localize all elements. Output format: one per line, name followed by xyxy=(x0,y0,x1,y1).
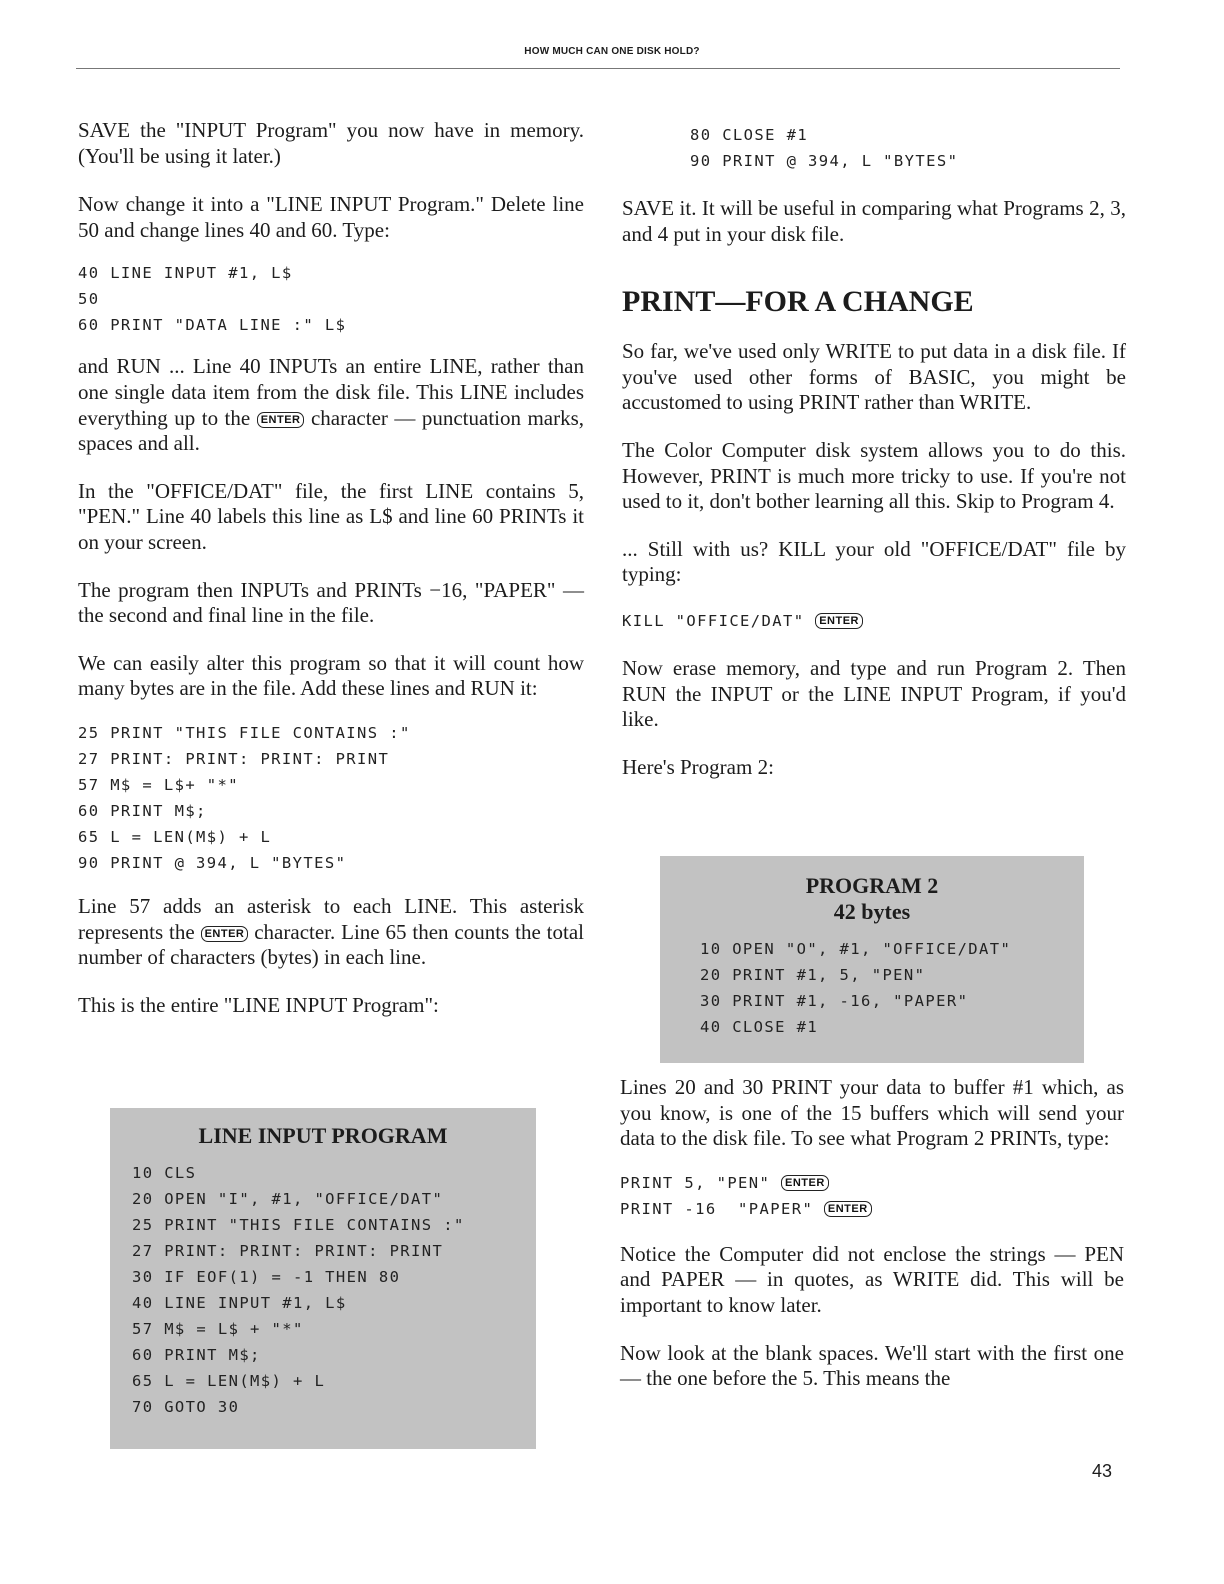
code-listing xyxy=(700,936,1084,1040)
paragraph-text: Line 57 adds an asterisk to each LINE. This asterisk represents the xyxy=(78,893,584,944)
code-line: 70 GOTO 30 xyxy=(132,1398,240,1416)
paragraph: ... Still with us? KILL your old "OFFICE/DAT" file by typing: xyxy=(622,536,1126,587)
code-line: 25 PRINT "THIS FILE CONTAINS :" xyxy=(78,723,411,742)
code-line: 27 PRINT: PRINT: PRINT: PRINT xyxy=(78,749,390,768)
section-heading: PRINT—FOR A CHANGE xyxy=(622,285,974,319)
code-line: 27 PRINT: PRINT: PRINT: PRINT xyxy=(132,1242,444,1260)
code-listing xyxy=(690,122,1126,174)
paragraph: Now erase memory, and type and run Program 2. Then RUN the INPUT or the LINE INPUT Program, if you'd like. xyxy=(622,655,1126,732)
enter-key-icon: ENTER xyxy=(781,1175,829,1191)
enter-key-icon: ENTER xyxy=(257,412,305,428)
paragraph-text: character — punctuation marks, spaces and all. xyxy=(78,405,585,456)
left-column xyxy=(78,118,584,1018)
paragraph: So far, we've used only WRITE to put data in a disk file. If you've used other forms of BASIC, you might be accustomed to using PRINT rather than WRITE. xyxy=(622,339,1126,415)
code-line: 60 PRINT M$; xyxy=(78,801,207,820)
code-listing xyxy=(78,720,584,876)
code-listing xyxy=(620,1170,1124,1222)
header-rule xyxy=(76,68,1120,69)
code-line xyxy=(620,1196,1124,1222)
paragraph-text: character. Line 65 then counts the total number of characters (bytes) in each line. xyxy=(78,919,584,970)
box-subtitle: 42 bytes xyxy=(833,899,911,924)
right-column xyxy=(622,118,1126,780)
code-line: 60 PRINT "DATA LINE :" L$ xyxy=(78,316,347,335)
code-line: 10 CLS xyxy=(132,1164,197,1182)
code-line: 65 L = LEN(M$) + L xyxy=(132,1372,326,1390)
paragraph-text: and RUN ... Line 40 INPUTs an entire LINE, rather than one single data item from the disk file. This LINE includes everything up to the xyxy=(78,354,584,430)
line-input-program-box xyxy=(110,1108,536,1449)
code-text: KILL "OFFICE/DAT" xyxy=(622,611,816,630)
running-header: HOW MUCH CAN ONE DISK HOLD? xyxy=(524,46,700,57)
paragraph: In the "OFFICE/DAT" file, the first LINE contains 5, "PEN." Line 40 labels this line as L$ and line 60 PRINTs it on your screen. xyxy=(78,478,584,554)
code-line: 65 L = LEN(M$) + L xyxy=(78,827,272,846)
paragraph: This is the entire "LINE INPUT Program": xyxy=(78,992,439,1017)
code-text: PRINT -16 "PAPER" xyxy=(620,1199,824,1218)
page-number: 43 xyxy=(1092,1461,1113,1481)
code-line: 57 M$ = L$+ "*" xyxy=(78,775,239,794)
code-line: 50 xyxy=(78,290,100,309)
code-listing xyxy=(132,1160,536,1420)
code-listing xyxy=(78,260,584,338)
code-line: 25 PRINT "THIS FILE CONTAINS :" xyxy=(132,1216,465,1234)
box-title: LINE INPUT PROGRAM xyxy=(198,1123,448,1148)
paragraph xyxy=(78,894,584,971)
paragraph: Now change it into a "LINE INPUT Program." Delete line 50 and change lines 40 and 60. Type: xyxy=(78,192,584,242)
box-title: PROGRAM 2 xyxy=(805,873,939,898)
code-line: 90 PRINT @ 394, L "BYTES" xyxy=(78,853,347,872)
code-line: 30 PRINT #1, -16, "PAPER" xyxy=(700,992,969,1010)
code-line: 90 PRINT @ 394, L "BYTES" xyxy=(690,152,959,170)
paragraph: We can easily alter this program so that it will count how many bytes are in the file. Add these lines and RUN it: xyxy=(78,650,584,701)
code-text: PRINT 5, "PEN" xyxy=(620,1173,781,1192)
code-line: 20 PRINT #1, 5, "PEN" xyxy=(700,966,926,984)
code-listing xyxy=(622,608,1126,634)
enter-key-icon: ENTER xyxy=(201,926,249,942)
paragraph: SAVE it. It will be useful in comparing what Programs 2, 3, and 4 put in your disk file. xyxy=(622,196,1126,246)
code-line: 57 M$ = L$ + "*" xyxy=(132,1320,304,1338)
enter-key-icon: ENTER xyxy=(824,1201,872,1217)
code-line xyxy=(622,608,1126,634)
code-line: 20 OPEN "I", #1, "OFFICE/DAT" xyxy=(132,1190,444,1208)
paragraph xyxy=(78,354,584,456)
code-line: 30 IF EOF(1) = -1 THEN 80 xyxy=(132,1268,401,1286)
right-column-lower xyxy=(620,1075,1124,1392)
code-line xyxy=(620,1170,1124,1196)
paragraph: Now look at the blank spaces. We'll start with the first one — the one before the 5. This means the xyxy=(620,1340,1124,1391)
paragraph: Lines 20 and 30 PRINT your data to buffer #1 which, as you know, is one of the 15 buffers which will send your data to the disk file. To see what Program 2 PRINTs, type: xyxy=(620,1075,1124,1151)
paragraph: The Color Computer disk system allows you to do this. However, PRINT is much more tricky to use. If you're not used to it, don't bother learning all this. Skip to Program 4. xyxy=(622,437,1126,514)
code-line: 40 CLOSE #1 xyxy=(700,1018,819,1036)
code-line: 40 LINE INPUT #1, L$ xyxy=(78,264,293,283)
paragraph: Notice the Computer did not enclose the strings — PEN and PAPER — in quotes, as WRITE did. This will be important to know later. xyxy=(620,1241,1124,1317)
code-line: 10 OPEN "O", #1, "OFFICE/DAT" xyxy=(700,940,1012,958)
paragraph: The program then INPUTs and PRINTs −16, "PAPER" — the second and final line in the file. xyxy=(78,577,584,628)
enter-key-icon: ENTER xyxy=(815,613,863,629)
code-line: 40 LINE INPUT #1, L$ xyxy=(132,1294,347,1312)
paragraph: Here's Program 2: xyxy=(622,754,774,779)
code-line: 80 CLOSE #1 xyxy=(690,126,809,144)
paragraph: SAVE the "INPUT Program" you now have in memory. (You'll be using it later.) xyxy=(78,118,584,168)
code-line: 60 PRINT M$; xyxy=(132,1346,261,1364)
program-2-box xyxy=(660,856,1084,1063)
